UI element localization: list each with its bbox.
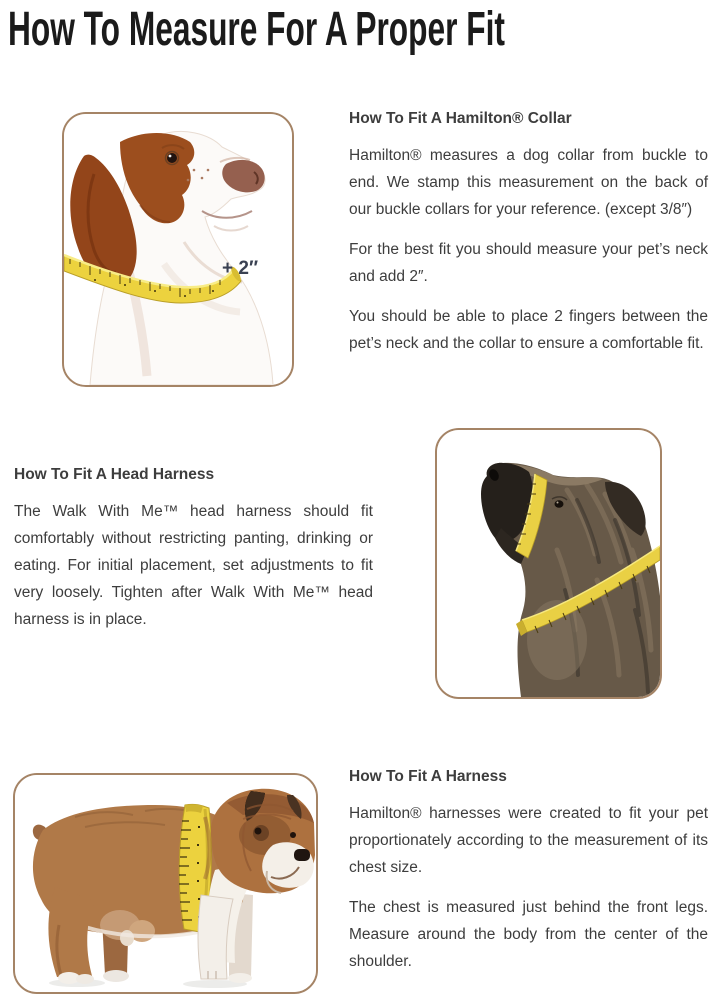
paragraph: You should be able to place 2 fingers between the pet’s neck and the collar to ensure a comfortable fit. — [349, 308, 708, 352]
paragraph: Hamilton® measures a dog collar from buckle to end. We stamp this measurement on the back of our buckle collars for your reference. (except 3/8″) — [349, 147, 708, 218]
plus-two-inches-annotation: + 2″ — [222, 258, 259, 279]
collar-section-text — [349, 110, 708, 370]
head-harness-photo-frame — [435, 428, 662, 699]
harness-section-heading: How To Fit A Harness — [349, 768, 507, 785]
paragraph: The chest is measured just behind the front legs. Measure around the body from the center of the shoulder. — [349, 899, 708, 970]
collar-section-heading: How To Fit A Hamilton® Collar — [349, 110, 572, 127]
harness-section-text — [349, 768, 708, 988]
paragraph: The Walk With Me™ head harness should fit comfortably without restricting panting, drinking or eating. For initial placement, set adjustments to fit very loosely. Tighten after Walk With Me™ head harness is in place. — [14, 503, 373, 628]
head-harness-section-heading: How To Fit A Head Harness — [14, 466, 215, 483]
collar-photo-frame — [62, 112, 294, 387]
dog-head-measure-photo — [437, 430, 660, 697]
paragraph: Hamilton® harnesses were created to fit your pet proportionately according to the measurement of its chest size. — [349, 805, 708, 876]
harness-photo-frame — [13, 773, 318, 994]
head-harness-section-text — [14, 466, 373, 646]
paragraph: For the best fit you should measure your pet’s neck and add 2″. — [349, 241, 708, 285]
page-title: How To Measure For A Proper Fit — [8, 3, 505, 56]
dog-chest-measure-photo — [15, 775, 316, 992]
dog-neck-measure-photo — [64, 114, 292, 385]
